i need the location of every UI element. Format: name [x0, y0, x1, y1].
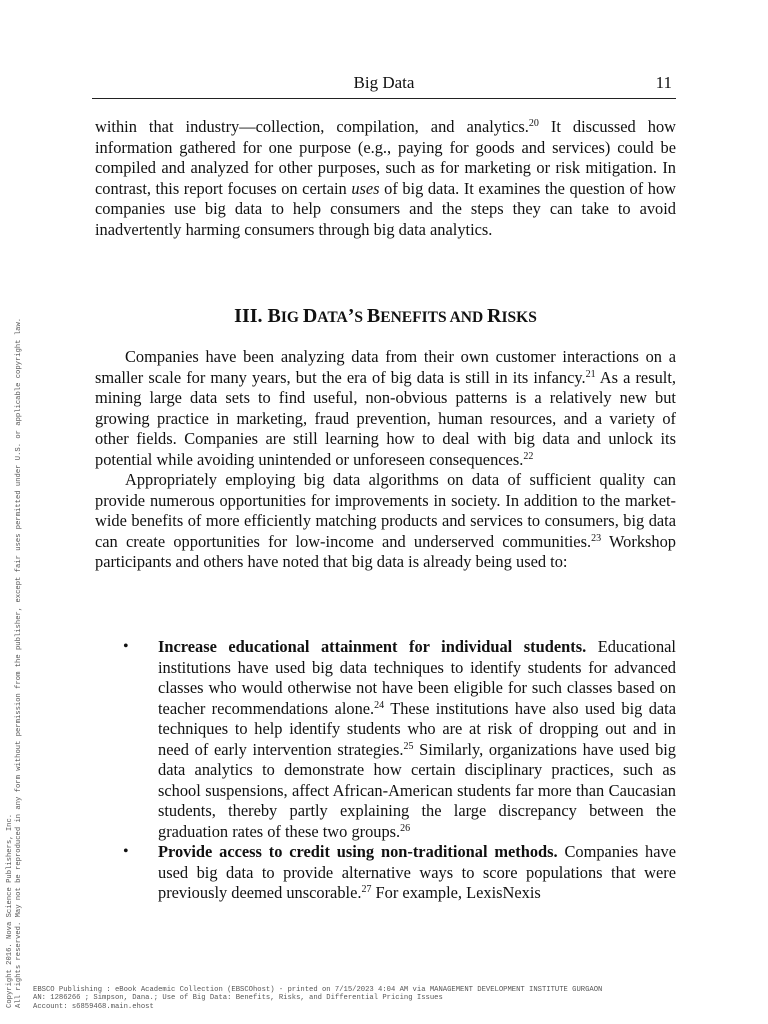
bullet-lead: Provide access to credit using non-traditional methods. [158, 842, 558, 861]
bullet-text: These institutions have also used big data techniques to help identify students who are at risk of dropping out and in need of early intervention strategies. [158, 698, 676, 759]
footer-line: AN: 1286266 ; Simpson, Dana.; Use of Big Data: Benefits, Risks, and Differential Pricing Issues [33, 994, 443, 1003]
ebsco-footer [33, 986, 602, 1011]
list-item [95, 842, 676, 904]
footnote-ref-27[interactable]: 27 [361, 884, 372, 895]
intro-text-3: of big data. It examines the question of how companies use big data to help consumers and the steps they can take to avoid inadvertently harming consumers through big data analytics. [95, 178, 676, 239]
section-heading [95, 305, 676, 328]
section-number: III. [234, 305, 268, 327]
heading-smallcaps: S [354, 309, 367, 326]
footnote-ref-20[interactable]: 20 [528, 118, 539, 129]
paragraph-2 [95, 470, 676, 573]
bullet-text: Companies have used big data to provide alternative ways to score populations that were previously deemed unscorable. [158, 842, 677, 902]
page-number: 11 [655, 73, 672, 92]
intro-emphasis-uses: uses [351, 178, 380, 198]
bullet-text: For example, LexisNexis [371, 883, 541, 902]
paragraph-2-text-1: Appropriately employing big data algorithms on data of sufficient quality can provide numerous opportunities for improvements in society. In addition to the market-wide benefits of more efficiently matching products and services to consumers, big data can create opportunities for low-income and underserved communities. [95, 470, 676, 551]
heading-cap: B [366, 305, 381, 327]
footnote-ref-22[interactable]: 22 [523, 450, 534, 462]
heading-smallcaps: ENEFITS AND [380, 309, 488, 326]
footnote-ref-24[interactable]: 24 [374, 699, 385, 711]
heading-smallcaps: ISKS [501, 309, 537, 326]
bullet-lead: Increase educational attainment for individual students. [158, 637, 587, 656]
paragraph-1-text-2: As a result, mining large data sets to find useful, non-obvious patterns is a relatively new but growing practice in marketing, fraud prevention, human resources, and a variety of other fields. Companies are still learning how to deal with big data and unlock its potential while avoiding unintended or unforeseen consequences. [95, 367, 676, 469]
heading-smallcaps: ATA [317, 309, 348, 326]
copyright-line: All rights reserved. May not be reproduced in any form without permission from the publisher, except fair uses permitted under U.S. or applicable copyright law. [15, 317, 23, 1008]
bullet-text: Similarly, organizations have used big data analytics to demonstrate how certain disciplinary practices, such as school suspensions, affect African-American students far more than Caucasian students, thereby partly explaining the large discrepancy between the graduation rates of these two groups. [158, 739, 677, 841]
list-item [95, 637, 676, 842]
intro-paragraph [95, 117, 676, 240]
heading-smallcaps: IG [280, 309, 303, 326]
footnote-ref-26[interactable]: 26 [400, 822, 411, 834]
heading-apostrophe: ’ [347, 305, 355, 327]
footnote-ref-25[interactable]: 25 [403, 740, 414, 752]
section-body [95, 347, 676, 573]
intro-text-1: within that industry—collection, compilation, and analytics. [95, 117, 529, 136]
bullet-list [95, 637, 676, 904]
footer-line: EBSCO Publishing : eBook Academic Collection (EBSCOhost) - printed on 7/15/2023 4:04 AM via MANAGEMENT DEVELOPMENT INSTITUTE GURGAON [33, 986, 603, 994]
footnote-ref-21[interactable]: 21 [585, 368, 596, 380]
paragraph-1 [95, 347, 676, 470]
paragraph-1-text-1: Companies have been analyzing data from their own customer interactions on a smaller scale for many years, but the era of big data is still in its infancy. [95, 347, 676, 387]
bullet-marker: • [123, 843, 129, 860]
running-header [92, 70, 676, 99]
copyright-line: Copyright 2016. Nova Science Publishers, Inc. [6, 813, 14, 1008]
running-title: Big Data [353, 73, 415, 92]
bullet-marker: • [123, 638, 129, 655]
side-copyright-notice [6, 318, 24, 1008]
footnote-ref-23[interactable]: 23 [591, 532, 602, 544]
heading-cap: B [267, 305, 281, 327]
intro-text-2: It discussed how information gathered for one purpose (e.g., paying for goods and services) could be compiled and analyzed for other purposes, such as for marketing or risk mitigation. In contrast, this report focuses on certain [95, 117, 677, 198]
heading-cap: D [302, 305, 318, 327]
bullet-text: Educational institutions have used big data techniques to identify students for advanced classes who would otherwise not have been eligible for such classes based on teacher recommendations alone. [158, 637, 676, 718]
footer-line: Account: s6859468.main.ehost [33, 1002, 154, 1011]
paragraph-2-text-2: Workshop participants and others have noted that big data is already being used to: [95, 531, 676, 571]
heading-cap: R [487, 305, 502, 327]
